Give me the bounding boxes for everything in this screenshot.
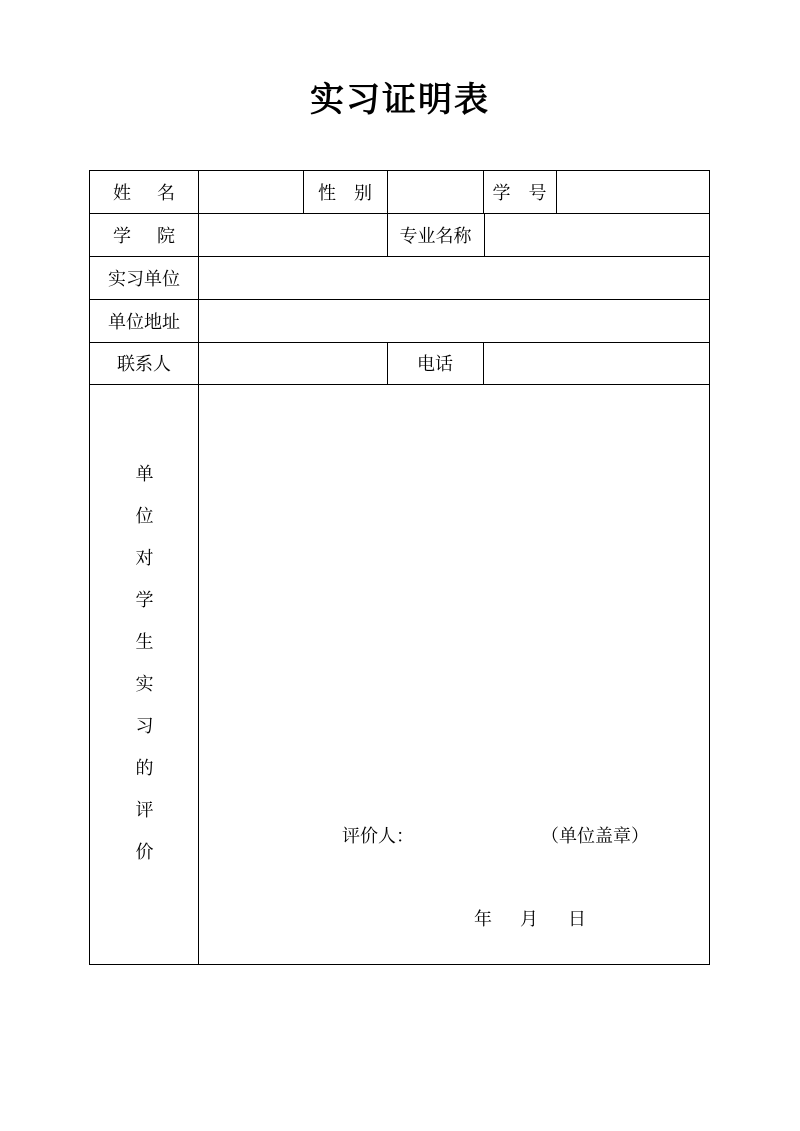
name-label: 姓 名 xyxy=(113,183,175,204)
major-label: 专业名称 xyxy=(399,225,472,247)
gender-field[interactable] xyxy=(387,171,483,213)
internship-certificate-form xyxy=(89,170,710,965)
company-field[interactable] xyxy=(198,256,709,299)
seal-label: （单位盖章） xyxy=(541,826,649,847)
student-id-label: 学 号 xyxy=(492,183,547,204)
evaluation-label: 单 位 对 学 生 实 习 的 评 价 xyxy=(135,464,154,863)
contact-field[interactable] xyxy=(198,342,387,384)
company-label: 实习单位 xyxy=(108,268,180,290)
phone-label: 电话 xyxy=(417,354,453,375)
date-day-label: 日 xyxy=(568,909,586,930)
evaluator-label: 评价人： xyxy=(342,826,414,847)
college-field[interactable] xyxy=(198,213,387,256)
phone-field[interactable] xyxy=(483,342,709,384)
gender-label: 性 别 xyxy=(318,183,372,204)
date-year-label: 年 xyxy=(474,909,492,930)
college-label: 学 院 xyxy=(113,225,175,247)
major-field[interactable] xyxy=(484,213,709,256)
student-id-field[interactable] xyxy=(556,171,709,213)
contact-label: 联系人 xyxy=(117,354,171,375)
date-month-label: 月 xyxy=(520,909,538,930)
page-title: 实习证明表 xyxy=(310,80,490,120)
evaluation-field[interactable] xyxy=(198,384,709,964)
name-field[interactable] xyxy=(198,171,303,213)
address-field[interactable] xyxy=(198,299,709,342)
address-label: 单位地址 xyxy=(108,311,180,333)
